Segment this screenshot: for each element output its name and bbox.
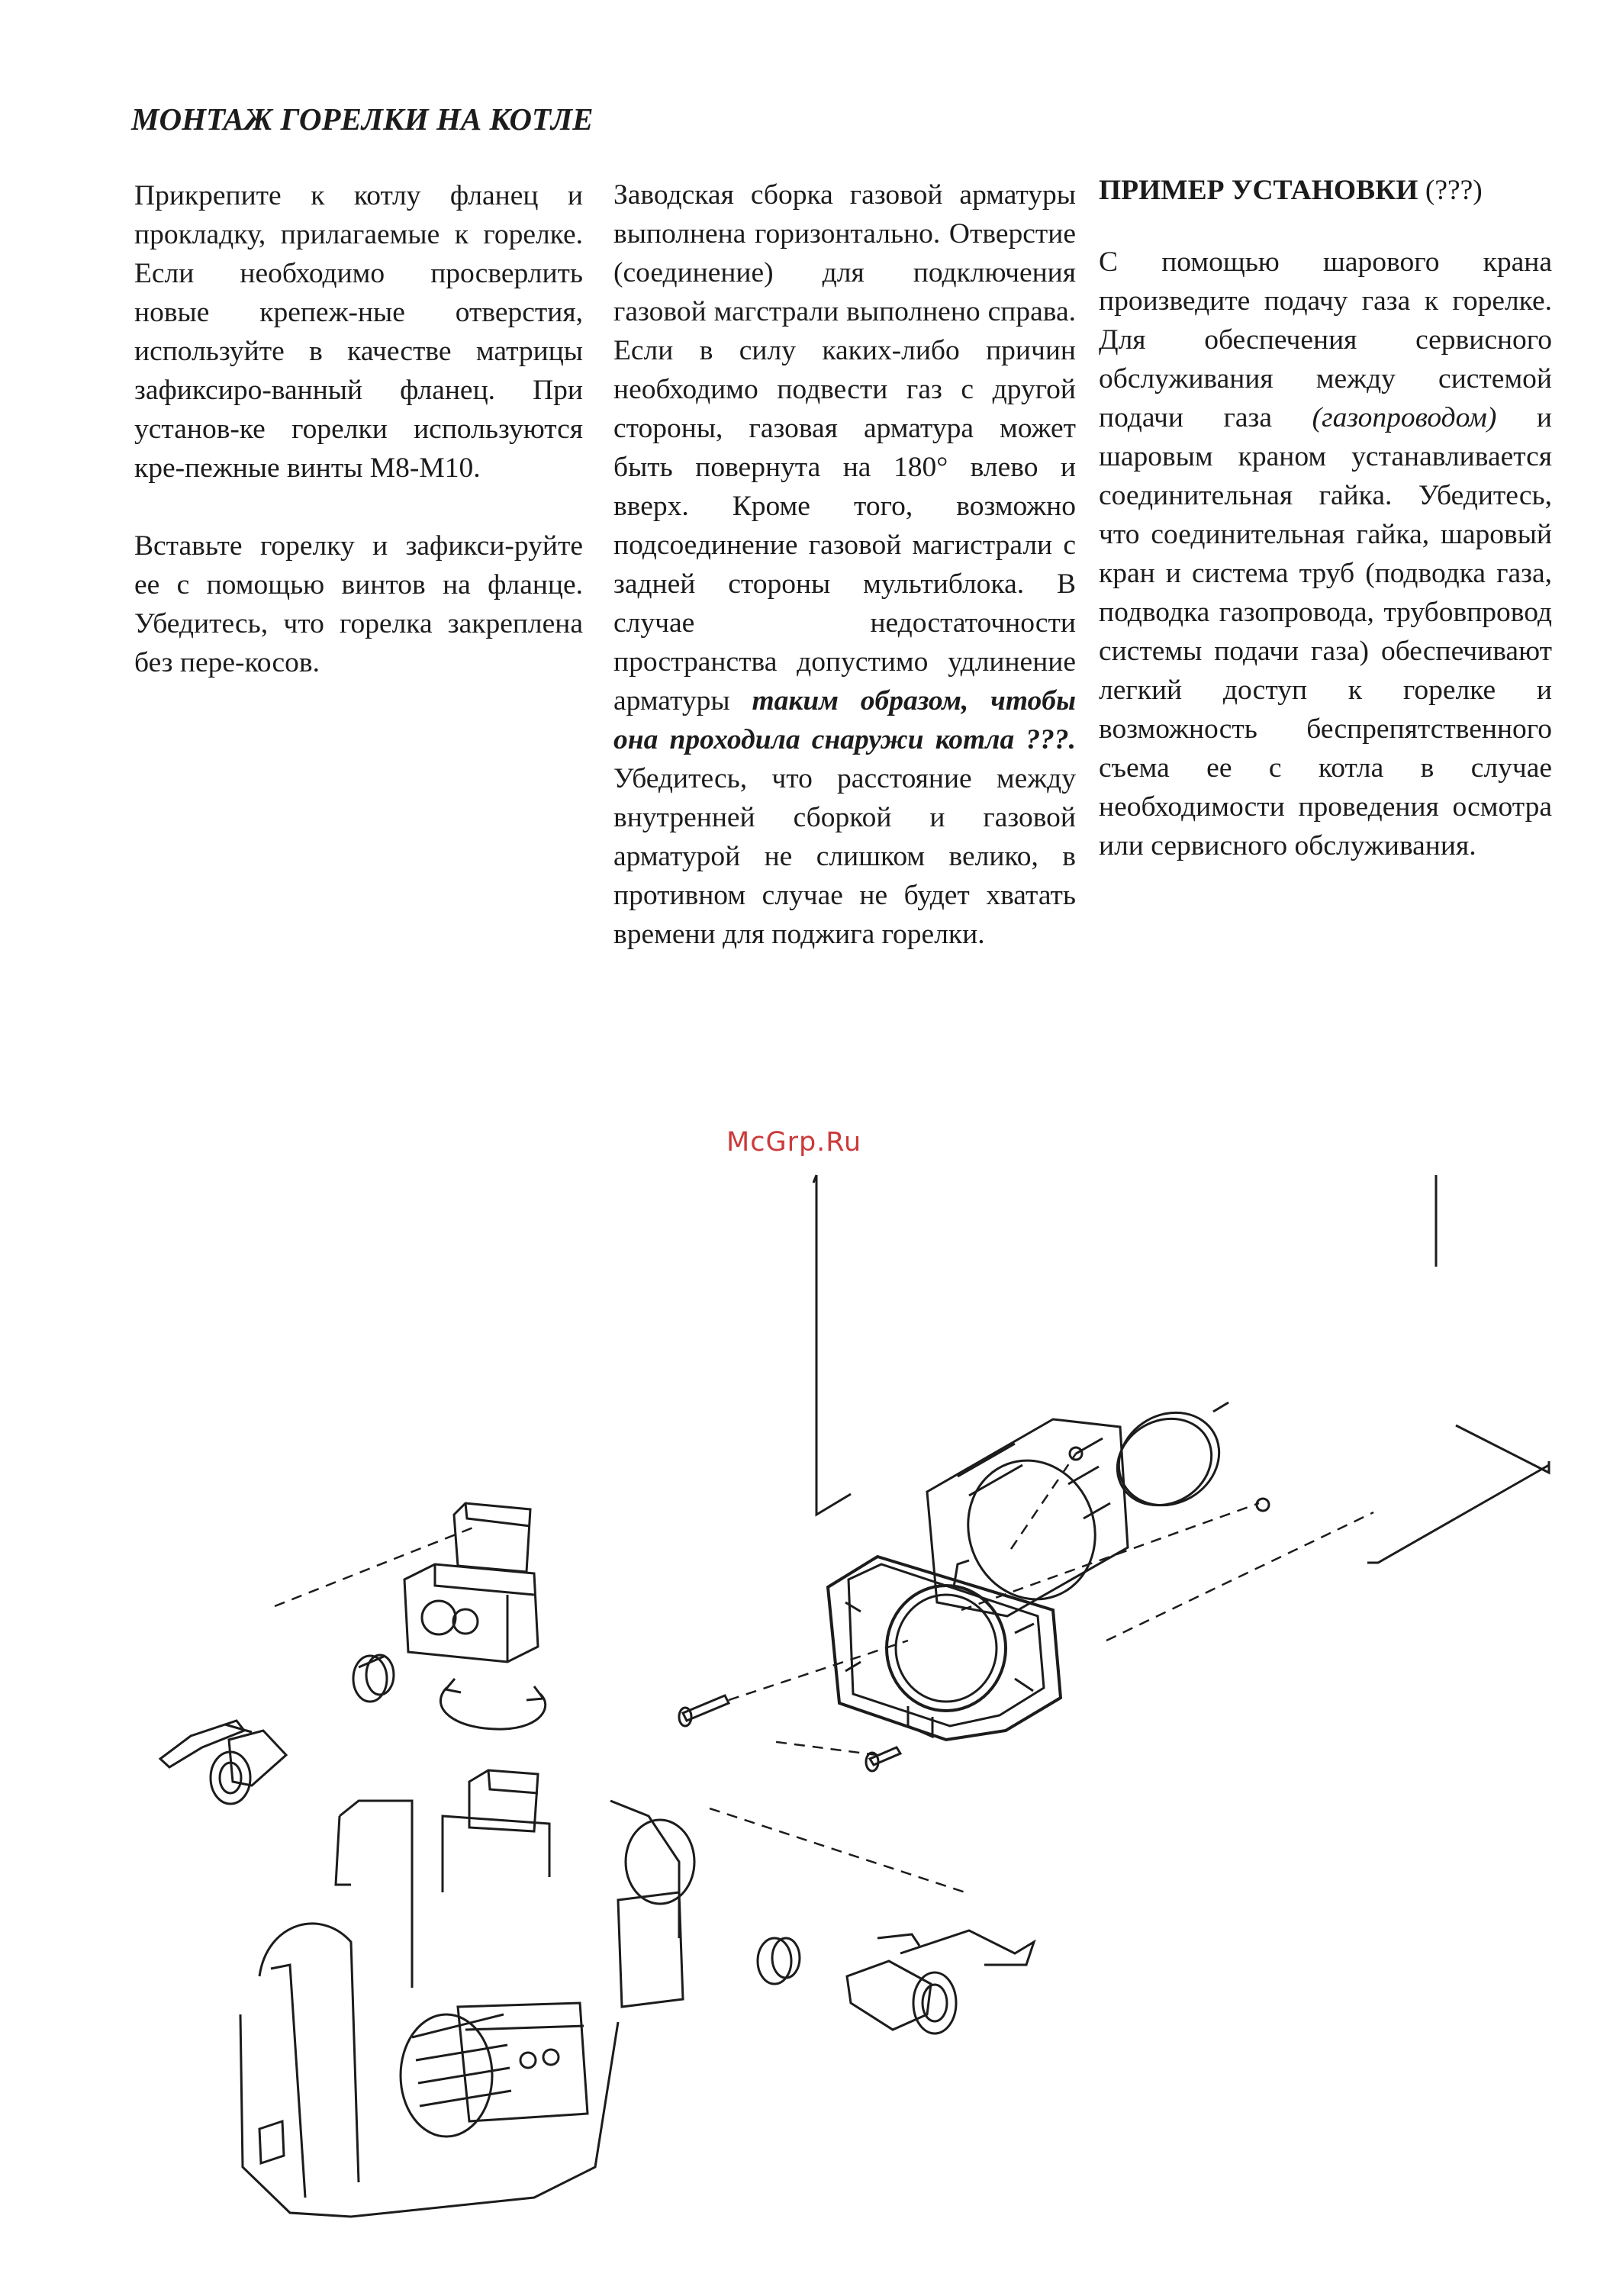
mounting-flange	[828, 1557, 1061, 1740]
column-2	[613, 176, 1076, 954]
gas-multiblock	[404, 1503, 538, 1662]
col3-paragraph	[1099, 243, 1552, 865]
column-1	[134, 176, 583, 682]
ball-valve-right	[847, 1931, 1034, 2034]
rotation-arrow	[440, 1679, 545, 1729]
heading-text: ПРИМЕР УСТАНОВКИ	[1099, 175, 1418, 206]
col3-text-after: и шаровым краном устанавливается соединительная гайка. Убедитесь, что соединительная гайка, шаровый кран и система труб (подводка газа, подводка газопровода, трубовпровод системы подачи газа) обеспечивают легкий доступ к горелке и возможность беспрепятственного съема ее с котла в случае необходимости проведения осмотра или сервисного обслуживания.	[1099, 402, 1552, 861]
col2-text-after: Убедитесь, что расстояние между внутренней сборкой и газовой арматурой не слишком велико, в противном случае не будет хватать времени для поджига горелки.	[613, 763, 1076, 950]
col1-paragraph-2: Вставьте горелку и зафикси-руйте ее с помощью винтов на фланце. Убедитесь, что горелка закреплена без пере-косов.	[134, 530, 583, 678]
col3-text-before: С помощью шарового крана произведите подачу газа к горелке. Для обеспечения сервисного обслуживания между системой подачи газа	[1099, 246, 1552, 433]
screw-1	[679, 1695, 729, 1726]
boiler-wall	[813, 1175, 1549, 1563]
ball-valve-left	[160, 1721, 286, 1804]
alignment-lines	[275, 1454, 1373, 1892]
col3-italic: (газопроводом)	[1312, 402, 1497, 433]
col2-paragraph	[613, 176, 1076, 954]
pipe-nipple-top	[353, 1655, 394, 1702]
col1-paragraph-1: Прикрепите к котлу фланец и прокладку, прилагаемые к горелке. Если необходимо просверлить новые крепеж-ные отверстия, используйте в качестве матрицы зафиксиро-ванный фланец. При установ-ке горелки используются кре-пежные винты М8-М10.	[134, 180, 583, 484]
watermark: McGrp.Ru	[726, 1127, 862, 1158]
col2-emphasis: таким образом, чтобы она проходила снаружи котла ???.	[613, 685, 1076, 755]
col2-text-before: Заводская сборка газовой арматуры выполнена горизонтально. Отверстие (соединение) для подключения газовой магстрали выполнено справа. Если в силу каких-либо причин необходимо подвести газ с другой стороны, газовая арматура может быть повернута на 180° влево и вверх. Кроме того, возможно подсоединение газовой магистрали с задней стороны мультиблока. В случае недостаточности пространства допустимо удлинение арматуры	[613, 179, 1076, 716]
page-title: МОНТАЖ ГОРЕЛКИ НА КОТЛЕ	[131, 101, 594, 137]
burner-body	[240, 1770, 694, 2217]
pipe-nipple-bottom	[758, 1938, 800, 1984]
screw-2	[866, 1747, 900, 1771]
heading-note: (???)	[1425, 175, 1483, 206]
column-3	[1099, 171, 1552, 865]
section-heading	[1099, 171, 1552, 210]
installation-diagram	[0, 1145, 1610, 2296]
